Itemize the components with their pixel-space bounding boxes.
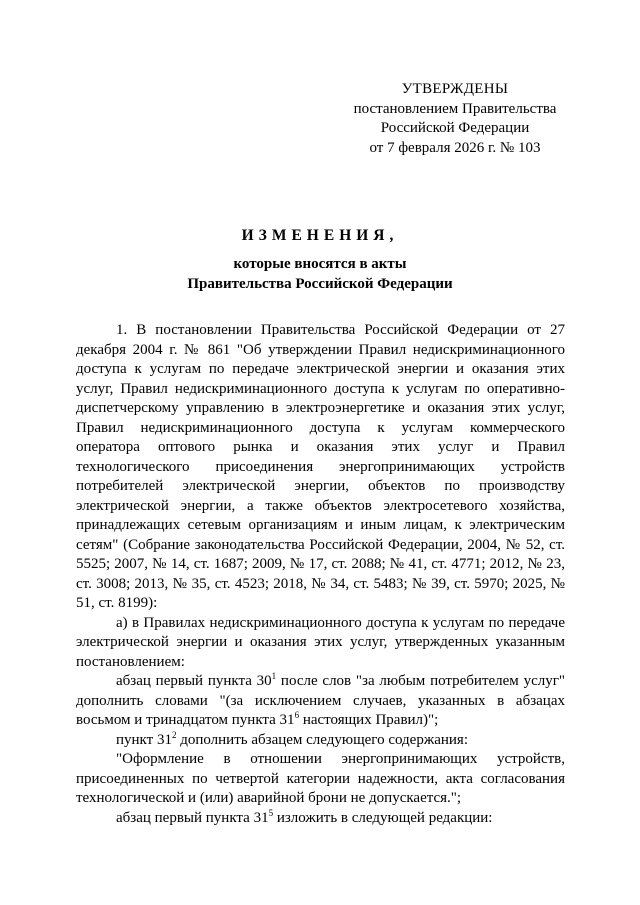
paragraph-5: "Оформление в отношении энергопринимающих устройств, присоединенных по четвертой категории надежности, акта согласования технологической и (или) аварийной брони не допускается."; [76, 751, 565, 806]
document-title: ИЗМЕНЕНИЯ, [241, 227, 399, 244]
paragraph-6-part-a: абзац первый пункта 31 [116, 809, 269, 826]
paragraph-2: а) в Правилах недискриминационного доступа к услугам по передаче электрической энергии и оказания этих услуг, утвержденных указанным постановлением: [76, 614, 565, 670]
paragraph-1: 1. В постановлении Правительства Российской Федерации от 27 декабря 2004 г. № 861 "Об утверждении Правил недискриминационного доступа к услугам по передаче электрической энергии и оказания этих услуг, Правил недискриминационного доступа к услугам по оперативно-диспетчерскому управлению в электроэнергетике и оказания этих услуг, Правил недискриминационного доступа к услугам коммерческого оператора оптового рынка и оказания этих услуг и Правил технологического присоединения энергопринимающих устройств потребителей электрической энергии, объектов по производству электрической энергии, а также объектов электросетевого хозяйства, принадлежащих сетевым организациям и иным лицам, к электрическим сетям" (Собрание законодательства Российской Федерации, 2004, № 52, ст. 5525; 2007, № 14, ст. 1687; 2009, № 17, ст. 2088; № 41, ст. 4771; 2012, № 23, ст. 3008; 2013, № 35, ст. 4523; 2018, № 34, ст. 5483; № 39, ст. 5970; 2025, № 51, ст. 8199): [76, 322, 565, 611]
approval-line-1: постановлением Правительства [353, 100, 557, 117]
paragraph-6-part-b: изложить в следующей редакции: [273, 809, 493, 826]
paragraph-4 [76, 731, 565, 751]
paragraph-4-part-a: пункт 31 [116, 731, 172, 748]
approval-line-3: от 7 февраля 2026 г. № 103 [369, 139, 541, 156]
superscript: 1 [271, 671, 277, 681]
paragraph-4-part-b: дополнить абзацем следующего содержания: [176, 731, 468, 748]
subtitle-line-2: Правительства Российской Федерации [187, 276, 453, 292]
approval-heading: УТВЕРЖДЕНЫ [401, 81, 509, 97]
document-subtitle [60, 254, 580, 294]
paragraph-3-part-b: после слов "за любым потребителем услуг" дополнить словами "(за исключением случаев, указанных в абзацах восьмом и тринадцатом пункта 31 [76, 673, 565, 728]
paragraph-6 [76, 809, 565, 829]
paragraph-3 [76, 672, 565, 731]
subtitle-line-1: которые вносятся в акты [233, 256, 407, 272]
paragraph-3-part-a: абзац первый пункта 30 [116, 673, 272, 689]
approval-stamp [330, 80, 580, 158]
paragraph-3-part-c: настоящих Правил)"; [299, 712, 439, 728]
document-body [76, 321, 565, 828]
superscript: 6 [294, 710, 300, 720]
document-title-block [60, 226, 580, 294]
approval-line-2: Российской Федерации [380, 120, 530, 136]
superscript: 2 [171, 729, 177, 740]
superscript: 5 [268, 807, 274, 818]
